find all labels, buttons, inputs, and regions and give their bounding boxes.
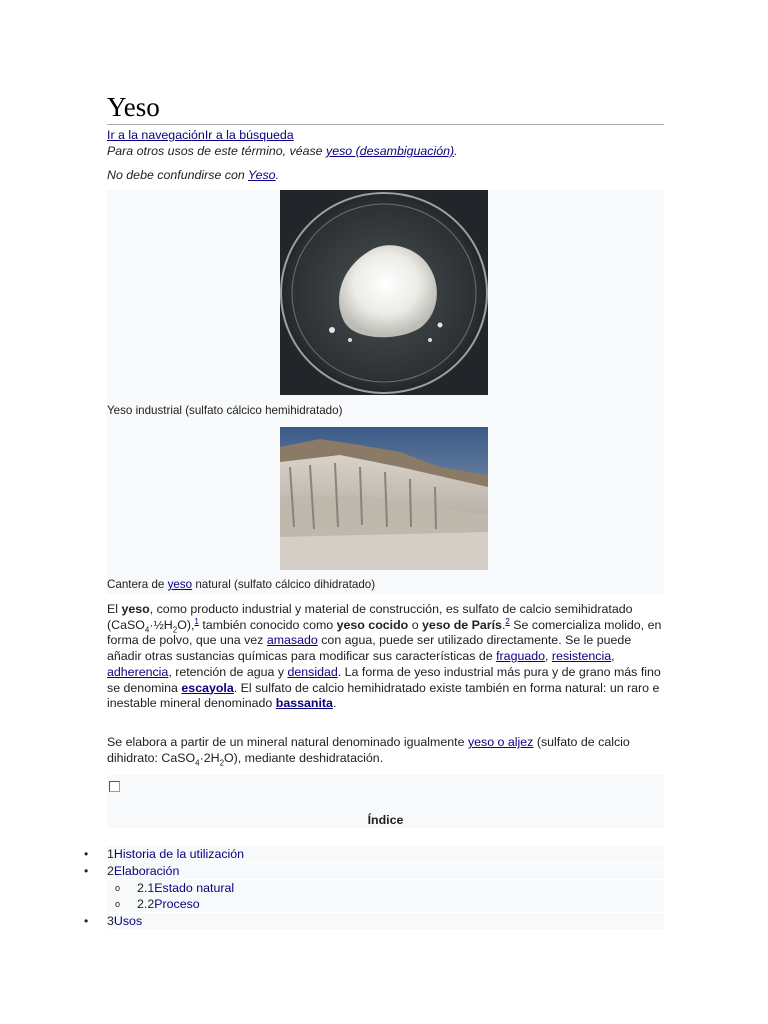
toc-title: Índice	[367, 813, 404, 827]
jump-links	[107, 127, 294, 143]
escayola-link[interactable]: escayola	[181, 680, 234, 695]
toc-link-historia[interactable]: Historia de la utilización	[113, 847, 245, 861]
yeso-link[interactable]: Yeso	[248, 168, 276, 182]
toc-header	[107, 775, 664, 828]
yeso-aljez-link[interactable]: yeso o aljez	[467, 735, 534, 749]
fraguado-link[interactable]: fraguado	[496, 649, 546, 664]
toc-number: 1	[107, 847, 114, 861]
gypsum-powder-image[interactable]	[280, 190, 488, 395]
toc-item[interactable]	[84, 913, 664, 929]
amasado-link[interactable]: amasado	[266, 633, 318, 648]
hatnote-suffix: .	[275, 168, 280, 182]
toc-number: 2.2	[137, 897, 155, 911]
caption-text: natural (sulfato cálcico dihidratado)	[192, 578, 376, 591]
image-caption	[107, 577, 375, 593]
toc-number: 3	[107, 914, 114, 928]
reference-link[interactable]: 1	[194, 616, 199, 626]
sub-bullet-icon: o	[115, 899, 121, 909]
image-caption: Yeso industrial (sulfato cálcico hemihidratado)	[107, 404, 343, 417]
yeso-caption-link[interactable]: yeso	[167, 578, 193, 591]
bassanita-link[interactable]: bassanita	[275, 696, 333, 711]
reference-link[interactable]: 2	[505, 616, 510, 626]
caption-text: Cantera de	[107, 578, 168, 591]
bold-term: yeso cocido	[336, 617, 409, 632]
toc-toggle-checkbox[interactable]	[109, 781, 120, 792]
toc-number: 2	[107, 864, 114, 878]
bullet-icon: •	[84, 864, 89, 878]
toc-subitem[interactable]	[107, 896, 664, 912]
bold-term: yeso	[121, 602, 150, 616]
quarry-image[interactable]	[280, 427, 488, 570]
hatnote-disambiguation	[107, 143, 458, 159]
hatnote-confusion	[107, 167, 279, 183]
toc-link-usos[interactable]: Usos	[113, 914, 143, 928]
disambiguation-link[interactable]: yeso (desambiguación)	[326, 144, 455, 158]
toc-link-elaboracion[interactable]: Elaboración	[113, 864, 180, 878]
bullet-icon: •	[84, 914, 89, 928]
intro-paragraph: El yeso, como producto industrial y material de construcción, es sulfato de calcio semihidratado $(CaSO_4\cdot\frac{1}{2}H_2O),^1$ también conocido como yeso cocido o yeso de París.$^2$ Se comercializa molido, en forma de polvo, que una vez amasado con agua, puede ser utilizado directamente. Se le puede añadir otras sustancias químicas para modificar sus características de fraguado, resistencia, adherencia, retención de agua y densidad. La forma de yeso industrial más pura y de grano más fino se denomina escayola. El sulfato de calcio hemihidratado existe también en forma natural: un raro e inestable mineral denominado bassanita.	[107, 602, 662, 711]
toc-number: 2.1	[137, 881, 155, 895]
goto-search-link[interactable]: Ir a la búsqueda	[204, 128, 294, 142]
toc-link-estado-natural[interactable]: Estado natural	[154, 881, 235, 895]
page-title: Yeso	[107, 90, 664, 125]
goto-navigation-link[interactable]: Ir a la navegación	[107, 128, 205, 142]
toc-subitem[interactable]	[107, 880, 664, 896]
resistencia-link[interactable]: resistencia	[551, 649, 612, 664]
bold-term: yeso de París	[422, 617, 502, 632]
hatnote-text: No debe confundirse con	[107, 168, 248, 182]
adherencia-link[interactable]: adherencia	[107, 664, 169, 679]
infobox	[107, 190, 664, 594]
sub-bullet-icon: o	[115, 883, 121, 893]
hatnote-suffix: .	[454, 144, 458, 158]
hatnote-text: Para otros usos de este término, véase	[107, 144, 327, 158]
toc-link-proceso[interactable]: Proceso	[154, 897, 200, 911]
densidad-link[interactable]: densidad	[287, 664, 338, 679]
toc-item[interactable]	[84, 846, 664, 862]
elaboration-paragraph: Se elabora a partir de un mineral natural denominado igualmente yeso o aljez (sulfato de calcio dihidrato: $CaSO_4\cdot 2H_2O$), mediante deshidratación.	[107, 735, 630, 768]
bullet-icon: •	[84, 847, 89, 861]
toc-item[interactable]	[84, 863, 664, 879]
